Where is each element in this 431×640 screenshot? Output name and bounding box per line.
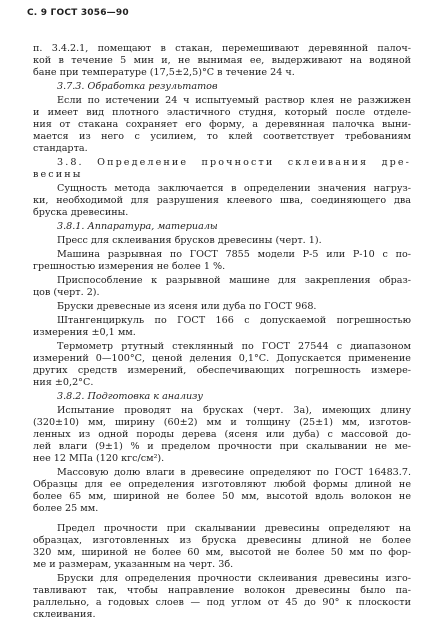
text-line: Массовую долю влаги в древесине определяют по ГОСТ 16483.7. [57, 467, 411, 478]
text-line: цов (черт. 2). [33, 287, 100, 298]
text-line: склеивания. [33, 609, 96, 620]
text-line: ки, необходимой для разрушения клеевого шва, соединяющего два [33, 195, 411, 206]
text-line: Предел прочности при скалывании древесины определяют на [57, 523, 411, 534]
text-line: и имеет вид плотного эластичного студня, который после отделе- [33, 107, 411, 118]
section-heading: 3.8. Определение прочности склеивания дре- [57, 157, 411, 168]
text-line: Образцы для ее определения изготовляют любой формы длиной не [33, 479, 411, 490]
text-line: образцах, изготовленных из бруска древесины длиной не более [33, 535, 411, 546]
text-line: мается из него с усилием, то клей соответствует требованиям [33, 131, 411, 142]
text-line: Приспособление к разрывной машине для закрепления образ- [57, 275, 411, 286]
text-line: ме и размерам, указанным на черт. 3б. [33, 559, 234, 570]
text-line: кой в течение 5 мин и, не вынимая ее, выдерживают на водяной [33, 55, 411, 66]
text-line: ния ±0,2°С. [33, 377, 94, 388]
text-line: Бруски древесные из ясеня или дуба по ГОСТ 968. [57, 301, 317, 312]
page-header: С. 9 ГОСТ 3056—90 [27, 8, 129, 18]
section-heading: 3.8.1. Аппаратура, материалы [57, 221, 218, 232]
text-line: Бруски для определения прочности склеивания древесины изго- [57, 573, 411, 584]
text-line: бруска древесины. [33, 207, 129, 218]
text-line: нее 12 МПа (120 кгс/см²). [33, 453, 165, 464]
text-line: Машина разрывная по ГОСТ 7855 модели Р-5 или Р-10 с по- [57, 249, 411, 260]
text-line: (320±10) мм, ширину (60±2) мм и толщину (25±1) мм, изготов- [33, 417, 411, 428]
text-line: других средств измерений, обеспечивающих погрешность измере- [33, 365, 411, 376]
text-line: измерения ±0,1 мм. [33, 327, 136, 338]
text-line: Если по истечении 24 ч испытуемый раствор клея не разжижен [57, 95, 411, 106]
text-line: ния от стакана сохраняет его форму, а деревянная палочка выни- [33, 119, 411, 130]
text-line: Испытание проводят на брусках (черт. 3а), имеющих длину [57, 405, 411, 416]
text-line: более 25 мм. [33, 503, 99, 514]
text-line: раллельно, а годовых слоев — под углом от 45 до 90° к плоскости [33, 597, 411, 608]
text-line: ленных из одной породы дерева (ясеня или дуба) с массовой до- [33, 429, 411, 440]
text-line: лей влаги (9±1) % и пределом прочности при скалывании не ме- [33, 441, 411, 452]
text-line: Термометр ртутный стеклянный по ГОСТ 27544 с диапазоном [57, 341, 411, 352]
text-line: стандарта. [33, 143, 88, 154]
text-line: бане при температуре (17,5±2,5)°С в течение 24 ч. [33, 67, 295, 78]
text-line: более 65 мм, шириной не более 50 мм, высотой вдоль волокон не [33, 491, 411, 502]
text-line: тавливают так, чтобы направление волокон древесины было па- [33, 585, 411, 596]
section-heading: 3.8.2. Подготовка к анализу [57, 391, 203, 402]
section-heading: 3.7.3. Обработка результатов [57, 81, 218, 92]
text-line: 320 мм, шириной не более 60 мм, высотой не более 50 мм по фор- [33, 547, 411, 558]
text-line: Сущность метода заключается в определении значения нагруз- [57, 183, 411, 194]
section-heading: весины [33, 169, 83, 180]
text-line: Пресс для склеивания брусков древесины (черт. 1). [57, 235, 322, 246]
text-line: измерений 0—100°С, ценой деления 0,1°С. Допускается применение [33, 353, 411, 364]
text-line: п. 3.4.2.1, помещают в стакан, перемешивают деревянной палоч- [33, 43, 411, 54]
text-line: Штангенциркуль по ГОСТ 166 с допускаемой погрешностью [57, 315, 411, 326]
text-line: грешностью измерения не более 1 %. [33, 261, 226, 272]
